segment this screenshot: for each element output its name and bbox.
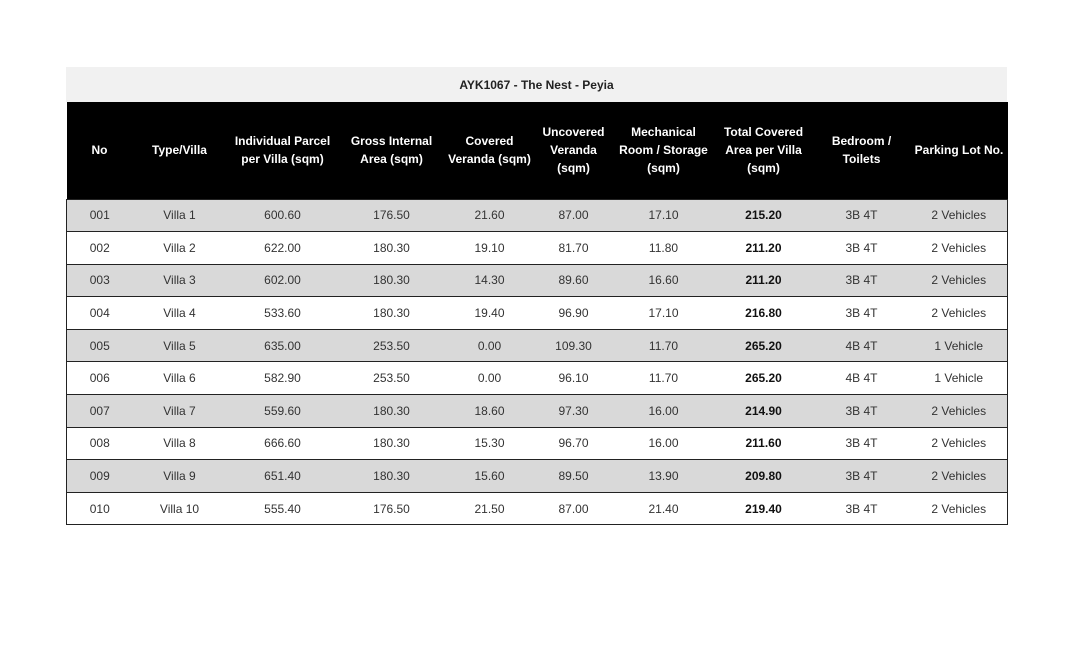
cell-gross-internal: 180.30 — [339, 232, 445, 265]
col-header-uncovered-veranda: Uncovered Veranda (sqm) — [542, 125, 605, 176]
col-header-total-covered: Total Covered Area per Villa (sqm) — [723, 125, 804, 176]
cell-type: Villa 1 — [133, 199, 227, 232]
cell-mechanical-room: 13.90 — [613, 460, 715, 493]
cell-covered-veranda: 21.50 — [445, 492, 535, 525]
cell-gross-internal: 253.50 — [339, 329, 445, 362]
cell-mechanical-room: 17.10 — [613, 297, 715, 330]
cell-gross-internal: 176.50 — [339, 492, 445, 525]
col-header-parking: Parking Lot No. — [914, 143, 1004, 158]
cell-parcel: 533.60 — [227, 297, 339, 330]
col-header-gross-internal: Gross Internal Area (sqm) — [350, 134, 433, 167]
cell-total-covered: 211.20 — [715, 232, 813, 265]
cell-gross-internal: 180.30 — [339, 297, 445, 330]
cell-bedroom-toilets: 4B 4T — [813, 362, 911, 395]
table-row — [67, 362, 1008, 395]
cell-mechanical-room: 11.70 — [613, 329, 715, 362]
cell-type: Villa 10 — [133, 492, 227, 525]
col-header-type: Type/Villa — [152, 143, 207, 158]
cell-type: Villa 7 — [133, 395, 227, 428]
cell-type: Villa 2 — [133, 232, 227, 265]
cell-gross-internal: 180.30 — [339, 395, 445, 428]
cell-type: Villa 8 — [133, 427, 227, 460]
cell-parcel: 651.40 — [227, 460, 339, 493]
cell-parcel: 635.00 — [227, 329, 339, 362]
table-row — [67, 232, 1008, 265]
cell-covered-veranda: 0.00 — [445, 362, 535, 395]
cell-no: 004 — [67, 297, 133, 330]
cell-gross-internal: 253.50 — [339, 362, 445, 395]
cell-type: Villa 4 — [133, 297, 227, 330]
cell-mechanical-room: 11.80 — [613, 232, 715, 265]
cell-covered-veranda: 15.60 — [445, 460, 535, 493]
cell-uncovered-veranda: 109.30 — [535, 329, 613, 362]
table-row — [67, 492, 1008, 525]
cell-uncovered-veranda: 96.70 — [535, 427, 613, 460]
cell-parcel: 602.00 — [227, 264, 339, 297]
cell-covered-veranda: 21.60 — [445, 199, 535, 232]
cell-type: Villa 3 — [133, 264, 227, 297]
cell-no: 005 — [67, 329, 133, 362]
col-header-parcel: Individual Parcel per Villa (sqm) — [234, 134, 331, 167]
header-row — [67, 102, 1008, 199]
cell-covered-veranda: 19.10 — [445, 232, 535, 265]
cell-total-covered: 265.20 — [715, 362, 813, 395]
cell-parcel: 622.00 — [227, 232, 339, 265]
cell-bedroom-toilets: 3B 4T — [813, 492, 911, 525]
cell-total-covered: 209.80 — [715, 460, 813, 493]
cell-bedroom-toilets: 3B 4T — [813, 395, 911, 428]
cell-parking: 1 Vehicle — [911, 362, 1008, 395]
col-header-covered-veranda: Covered Veranda (sqm) — [448, 134, 531, 167]
cell-parking: 2 Vehicles — [911, 199, 1008, 232]
villa-schedule-sheet — [66, 67, 1007, 525]
cell-bedroom-toilets: 4B 4T — [813, 329, 911, 362]
cell-parking: 2 Vehicles — [911, 297, 1008, 330]
cell-no: 002 — [67, 232, 133, 265]
cell-gross-internal: 180.30 — [339, 264, 445, 297]
cell-no: 009 — [67, 460, 133, 493]
cell-total-covered: 211.60 — [715, 427, 813, 460]
cell-uncovered-veranda: 96.10 — [535, 362, 613, 395]
cell-gross-internal: 180.30 — [339, 460, 445, 493]
col-header-mechanical-room: Mechanical Room / Storage (sqm) — [619, 125, 708, 176]
cell-parking: 2 Vehicles — [911, 492, 1008, 525]
cell-gross-internal: 176.50 — [339, 199, 445, 232]
cell-uncovered-veranda: 87.00 — [535, 492, 613, 525]
cell-no: 007 — [67, 395, 133, 428]
cell-mechanical-room: 16.00 — [613, 427, 715, 460]
cell-total-covered: 215.20 — [715, 199, 813, 232]
cell-gross-internal: 180.30 — [339, 427, 445, 460]
cell-uncovered-veranda: 89.60 — [535, 264, 613, 297]
cell-parcel: 600.60 — [227, 199, 339, 232]
table-row — [67, 395, 1008, 428]
cell-mechanical-room: 17.10 — [613, 199, 715, 232]
cell-type: Villa 5 — [133, 329, 227, 362]
cell-bedroom-toilets: 3B 4T — [813, 427, 911, 460]
cell-no: 006 — [67, 362, 133, 395]
cell-parking: 2 Vehicles — [911, 395, 1008, 428]
cell-parcel: 559.60 — [227, 395, 339, 428]
cell-no: 001 — [67, 199, 133, 232]
cell-uncovered-veranda: 96.90 — [535, 297, 613, 330]
col-header-no: No — [91, 143, 108, 158]
cell-covered-veranda: 14.30 — [445, 264, 535, 297]
cell-parcel: 555.40 — [227, 492, 339, 525]
cell-type: Villa 9 — [133, 460, 227, 493]
cell-total-covered: 214.90 — [715, 395, 813, 428]
table-row — [67, 460, 1008, 493]
cell-parking: 2 Vehicles — [911, 427, 1008, 460]
cell-no: 010 — [67, 492, 133, 525]
cell-covered-veranda: 0.00 — [445, 329, 535, 362]
cell-type: Villa 6 — [133, 362, 227, 395]
cell-mechanical-room: 21.40 — [613, 492, 715, 525]
cell-bedroom-toilets: 3B 4T — [813, 297, 911, 330]
cell-uncovered-veranda: 81.70 — [535, 232, 613, 265]
cell-no: 003 — [67, 264, 133, 297]
cell-parking: 2 Vehicles — [911, 264, 1008, 297]
cell-covered-veranda: 19.40 — [445, 297, 535, 330]
cell-bedroom-toilets: 3B 4T — [813, 199, 911, 232]
cell-parcel: 666.60 — [227, 427, 339, 460]
villa-table — [66, 102, 1008, 525]
cell-no: 008 — [67, 427, 133, 460]
col-header-bedroom-toilets: Bedroom / Toilets — [831, 134, 892, 167]
table-title: AYK1067 - The Nest - Peyia — [66, 67, 1007, 102]
cell-covered-veranda: 18.60 — [445, 395, 535, 428]
cell-uncovered-veranda: 89.50 — [535, 460, 613, 493]
table-row — [67, 199, 1008, 232]
cell-mechanical-room: 11.70 — [613, 362, 715, 395]
cell-parking: 2 Vehicles — [911, 460, 1008, 493]
cell-parking: 1 Vehicle — [911, 329, 1008, 362]
cell-bedroom-toilets: 3B 4T — [813, 460, 911, 493]
cell-total-covered: 211.20 — [715, 264, 813, 297]
cell-bedroom-toilets: 3B 4T — [813, 264, 911, 297]
cell-total-covered: 265.20 — [715, 329, 813, 362]
cell-parcel: 582.90 — [227, 362, 339, 395]
table-row — [67, 329, 1008, 362]
cell-total-covered: 219.40 — [715, 492, 813, 525]
cell-total-covered: 216.80 — [715, 297, 813, 330]
cell-uncovered-veranda: 87.00 — [535, 199, 613, 232]
cell-bedroom-toilets: 3B 4T — [813, 232, 911, 265]
cell-covered-veranda: 15.30 — [445, 427, 535, 460]
cell-mechanical-room: 16.60 — [613, 264, 715, 297]
table-row — [67, 297, 1008, 330]
cell-mechanical-room: 16.00 — [613, 395, 715, 428]
cell-parking: 2 Vehicles — [911, 232, 1008, 265]
cell-uncovered-veranda: 97.30 — [535, 395, 613, 428]
table-row — [67, 427, 1008, 460]
table-row — [67, 264, 1008, 297]
